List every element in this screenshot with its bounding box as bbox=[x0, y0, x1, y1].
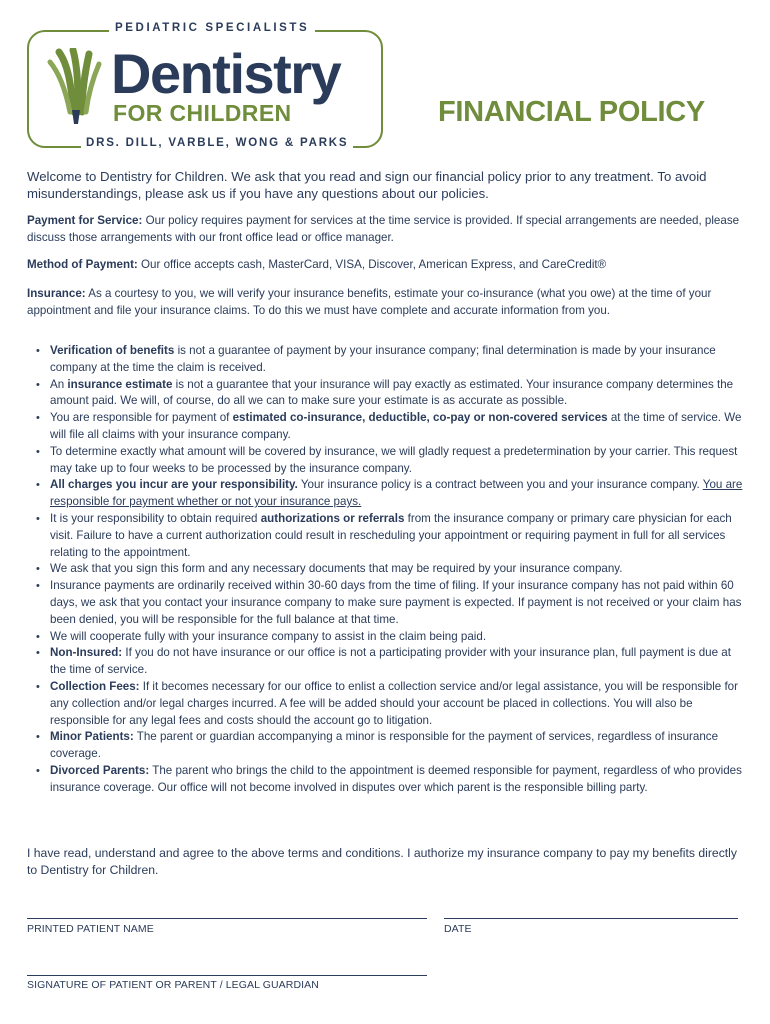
bullet-underlined-text: You are responsible for payment whether or not your insurance pays. bbox=[50, 478, 743, 509]
bullet-bold-text: Verification of benefits bbox=[50, 344, 175, 357]
bullet-bold-text: authorizations or referrals bbox=[260, 511, 405, 525]
bullet-text: We will cooperate fully with your insurance company to assist in the claim being paid. bbox=[50, 629, 487, 643]
list-item bbox=[27, 511, 747, 561]
bullet-bold-text: Divorced Parents: bbox=[50, 763, 150, 777]
bullet-bold-text: Collection Fees: bbox=[50, 679, 140, 693]
logo-wordmark-for-children: FOR CHILDREN bbox=[113, 100, 292, 126]
list-item bbox=[27, 343, 747, 377]
list-item bbox=[27, 410, 747, 444]
tooth-brush-logo-icon bbox=[47, 48, 103, 126]
bullet-text: The parent or guardian accompanying a minor is responsible for the payment of services, regardless of insurance coverage. bbox=[50, 730, 719, 761]
bullet-text: at the time of service. We will file all claims with your insurance company. bbox=[50, 411, 742, 441]
agreement-paragraph: I have read, understand and agree to the above terms and conditions. I authorize my insurance company to pay my benefits directly to Dentistry for Children. bbox=[27, 846, 737, 877]
bullet-text: It is your responsibility to obtain required bbox=[50, 511, 261, 525]
insurance-label: Insurance: bbox=[27, 287, 86, 300]
date-label: DATE bbox=[444, 923, 472, 935]
logo-doctors-text: DRS. DILL, VARBLE, WONG & PARKS bbox=[81, 137, 353, 149]
logo-top-text: PEDIATRIC SPECIALISTS bbox=[109, 22, 315, 34]
document-title: FINANCIAL POLICY bbox=[438, 96, 705, 128]
insurance-text: As a courtesy to you, we will verify your insurance benefits, estimate your co-insurance (what you owe) at the time of your appointment and file your insurance claims. To do this we must have complete and accurate information from you. bbox=[27, 287, 712, 317]
bullet-text: Insurance payments are ordinarily received within 30-60 days from the time of filing. If your insurance company has not paid within 60 days, we ask that you contact your insurance company to make sure payment is expected. If payment is not received or your claim has been denied, you will be responsible for the full balance at that time. bbox=[50, 579, 742, 626]
bullet-text: An bbox=[50, 377, 68, 391]
method-of-payment-text: Our office accepts cash, MasterCard, VISA, Discover, American Express, and CareCredit® bbox=[137, 258, 607, 271]
list-item bbox=[27, 729, 747, 763]
bullet-text: is not a guarantee that your insurance will pay exactly as estimated. Your insurance company determines the amount paid. We will, of course, do all we can to make sure your estimate is as accurate as possible. bbox=[50, 377, 734, 408]
bullet-text: Your insurance policy is a contract between you and your insurance company. bbox=[297, 478, 703, 492]
list-item bbox=[27, 444, 747, 478]
bullet-bold-text: Non-Insured: bbox=[50, 646, 123, 660]
intro-paragraph: Welcome to Dentistry for Children. We ask that you read and sign our financial policy prior to any treatment. To avoid misunderstandings, please ask us if you have any questions about our policies. bbox=[27, 169, 707, 201]
bullet-text: To determine exactly what amount will be covered by insurance, we will gladly request a predetermination by your carrier. This request may take up to four weeks to be processed by the insurance company. bbox=[50, 444, 738, 475]
list-item bbox=[27, 645, 747, 679]
list-item bbox=[27, 561, 747, 578]
bullet-text: is not a guarantee of payment by your insurance company; final determination is made by your insurance company at the time the claim is received. bbox=[50, 344, 716, 374]
printed-name-line[interactable] bbox=[27, 918, 427, 919]
method-of-payment-label: Method of Payment: bbox=[27, 258, 138, 271]
signature-line[interactable] bbox=[27, 975, 427, 976]
date-line[interactable] bbox=[444, 918, 738, 919]
payment-for-service-label: Payment for Service: bbox=[27, 214, 143, 227]
bullet-bold-text: All charges you incur are your responsibility. bbox=[50, 478, 298, 492]
bullet-text: If you do not have insurance or our office is not a participating provider with your insurance plan, full payment is due at the time of service. bbox=[50, 646, 731, 677]
bullet-bold-text: insurance estimate bbox=[67, 377, 173, 391]
bullet-text: You are responsible for payment of bbox=[50, 411, 233, 425]
printed-name-label: PRINTED PATIENT NAME bbox=[27, 923, 154, 935]
insurance-paragraph bbox=[27, 286, 747, 319]
logo-wordmark-dentistry: Dentistry bbox=[111, 42, 341, 105]
insurance-bullet-list bbox=[27, 343, 747, 797]
bullet-text: The parent who brings the child to the appointment is deemed responsible for payment, regardless of who provides insurance coverage. Our office will not become involved in disputes over which parent is the responsible billing party. bbox=[50, 763, 742, 794]
bullet-text: We ask that you sign this form and any necessary documents that may be required by your insurance company. bbox=[50, 562, 623, 576]
bullet-bold-text: estimated co-insurance, deductible, co-pay or non-covered services bbox=[232, 411, 608, 425]
practice-logo bbox=[27, 22, 383, 149]
list-item bbox=[27, 578, 747, 628]
list-item bbox=[27, 477, 747, 511]
bullet-text: from the insurance company or primary care physician for each visit. Failure to have a current authorization could result in rescheduling your appointment or requiring payment in full for all services relating to the appointment. bbox=[50, 511, 732, 559]
payment-for-service-paragraph bbox=[27, 213, 747, 246]
bullet-text: If it becomes necessary for our office to enlist a collection service and/or legal assistance, you will be responsible for any collection and/or legal charges incurred. A fee will be added should your account be placed in collections. You will also be responsible for any legal fees and costs should the account go to litigation. bbox=[50, 679, 738, 727]
list-item bbox=[27, 377, 747, 411]
payment-for-service-text: Our policy requires payment for services at the time service is provided. If special arrangements are needed, please discuss those arrangements with our front office lead or office manager. bbox=[27, 214, 740, 244]
list-item bbox=[27, 629, 747, 646]
bullet-bold-text: Minor Patients: bbox=[50, 730, 134, 744]
signature-label: SIGNATURE OF PATIENT OR PARENT / LEGAL GUARDIAN bbox=[27, 979, 319, 991]
list-item bbox=[27, 679, 747, 729]
method-of-payment-paragraph bbox=[27, 257, 747, 274]
list-item bbox=[27, 763, 747, 797]
